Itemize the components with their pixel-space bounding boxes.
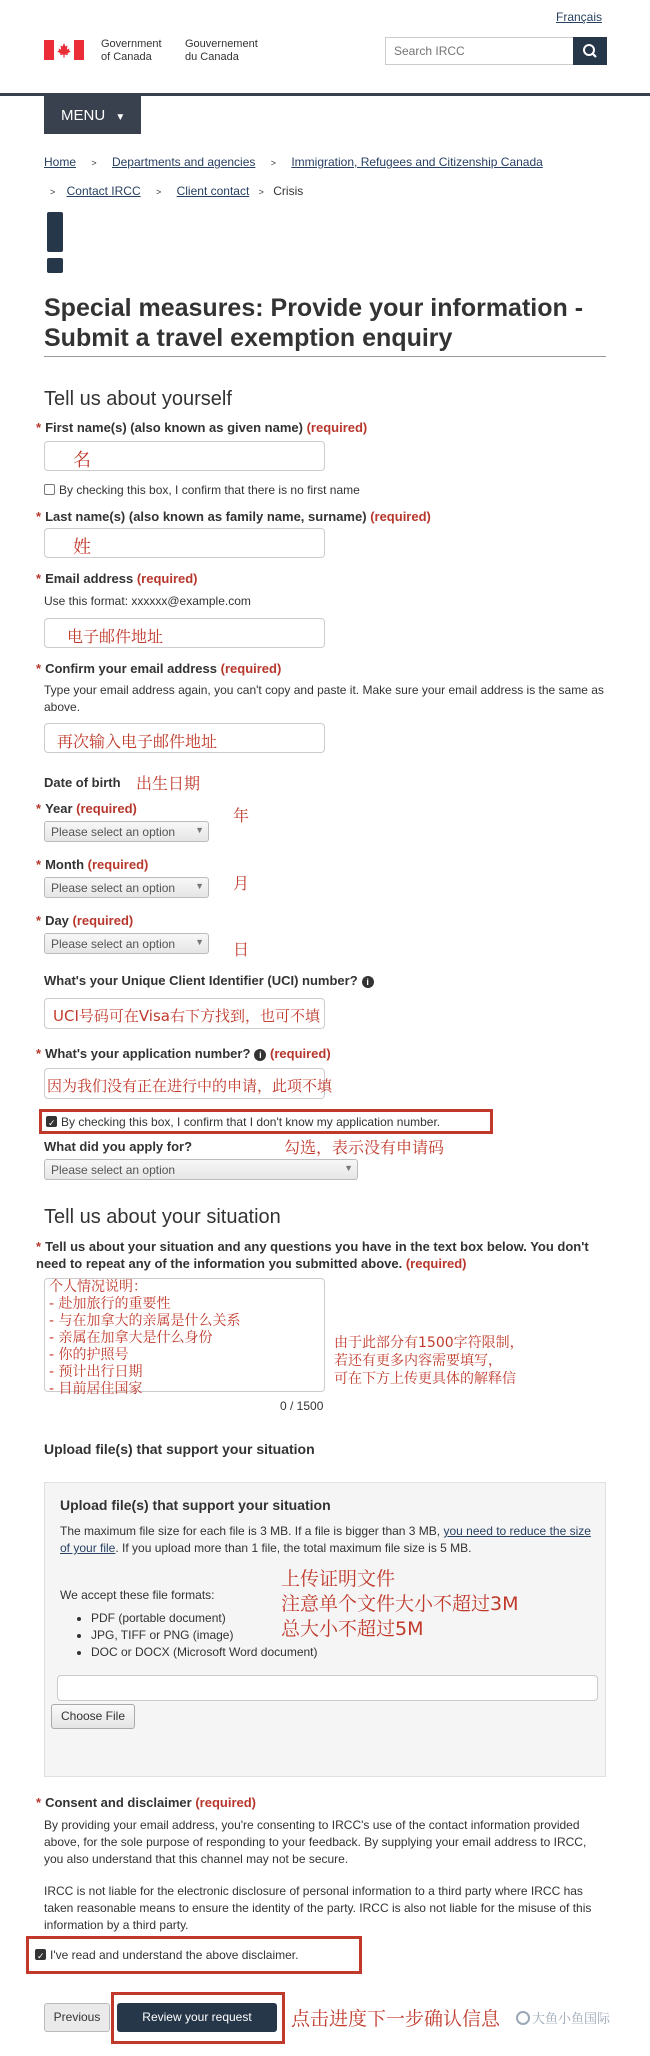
disclaimer-text: I've read and understand the above disclaimer. (50, 1948, 299, 1962)
char-counter: 0 / 1500 (280, 1399, 324, 1413)
chevron-down-icon: ▼ (195, 825, 204, 835)
first-name-label (36, 420, 367, 435)
chevron-right-icon: > (270, 158, 276, 168)
month-select-value: Please select an option (51, 881, 176, 895)
situation-line: - 预计出行日期 (49, 1364, 143, 1380)
dob-label: Date of birth (44, 775, 121, 790)
gov-en-line2: of Canada (101, 51, 152, 63)
wechat-icon (516, 2011, 530, 2025)
required-star: * (36, 913, 42, 928)
required-star: * (36, 801, 42, 816)
breadcrumb-home[interactable]: Home (44, 155, 77, 169)
required-star: * (36, 1795, 42, 1810)
gov-fr-line2: du Canada (185, 51, 239, 63)
upload-panel-title: Upload file(s) that support your situation (60, 1497, 331, 1513)
chevron-right-icon: > (258, 187, 264, 197)
year-label-text: Year (45, 801, 73, 816)
day-annotation: 日 (233, 940, 250, 959)
gov-name-en (101, 38, 162, 64)
consent-paragraph-1: By providing your email address, you're consenting to IRCC's use of the contact information provided above, for the sole purpose of responding to your feedback. By supplying your email address to IRCC, you also understand that this channel may not be secure. (44, 1818, 587, 1866)
page-title-line2: Submit a travel exemption enquiry (44, 324, 453, 352)
required-tag: (required) (72, 913, 134, 928)
breadcrumb (44, 155, 543, 169)
search-icon (573, 37, 607, 65)
breadcrumb-crisis: Crisis (273, 184, 304, 198)
menu-label: MENU (61, 107, 106, 124)
first-name-input[interactable] (44, 441, 325, 471)
required-tag: (required) (195, 1795, 257, 1810)
required-tag: (required) (76, 801, 137, 816)
required-tag: (required) (306, 420, 368, 435)
required-star: * (36, 571, 42, 586)
chevron-down-icon: ▼ (344, 1163, 353, 1173)
gov-fr-line1: Gouvernement (185, 38, 258, 50)
upload-annotation (281, 1567, 518, 1642)
situation-label (36, 1238, 606, 1272)
month-label-text: Month (45, 857, 85, 872)
apply-for-label: What did you apply for? (44, 1139, 193, 1154)
search-input[interactable] (385, 37, 573, 65)
situation-side-annotation (334, 1334, 524, 1388)
breadcrumb-contact-ircc[interactable]: Contact IRCC (66, 184, 141, 198)
breadcrumb-client-contact[interactable]: Client contact (176, 184, 250, 198)
year-select-value: Please select an option (51, 825, 176, 839)
required-star: * (36, 420, 42, 435)
email-label-text: Email address (45, 571, 134, 586)
no-app-number-row (39, 1109, 493, 1134)
required-tag: (required) (370, 509, 431, 524)
uci-label (44, 973, 374, 988)
review-request-button[interactable]: Review your request (117, 2003, 277, 2032)
breadcrumb-row2 (50, 184, 303, 198)
app-number-label (36, 1046, 331, 1061)
month-label (36, 857, 148, 872)
no-first-name-row (44, 482, 360, 499)
reduce-size-link[interactable]: you need to reduce the size of your file (60, 1524, 591, 1555)
email-input[interactable] (44, 618, 325, 648)
app-number-label-text: What's your application number? (45, 1046, 251, 1061)
required-star: * (36, 857, 42, 872)
watermark (516, 2008, 610, 2027)
required-tag: (required) (87, 857, 149, 872)
confirm-email-hint: Type your email address again, you can't copy and paste it. Make sure your email address is the same as above. (44, 683, 604, 714)
dob-annotation: 出生日期 (136, 774, 201, 793)
situation-line: 个人情况说明： (49, 1279, 147, 1295)
upload-desc-before: The maximum file size for each file is 3 MB. If a file is bigger than 3 MB, (60, 1524, 444, 1538)
last-name-label (36, 509, 431, 524)
search-button[interactable] (573, 37, 607, 65)
consent-label (36, 1795, 256, 1810)
confirm-email-label-text: Confirm your email address (45, 661, 218, 676)
year-select[interactable] (44, 821, 209, 842)
gov-name-fr (185, 38, 258, 64)
info-icon[interactable]: i (362, 976, 374, 988)
situation-textarea[interactable] (44, 1278, 325, 1397)
last-name-input[interactable] (44, 528, 325, 558)
review-annotation: 点击进度下一步确认信息 (291, 2008, 501, 2030)
apply-for-select[interactable] (44, 1159, 358, 1180)
side-annotation-line: 由于此部分有1500字符限制， (334, 1335, 524, 1351)
upload-section-label: Upload file(s) that support your situation (44, 1441, 315, 1457)
app-number-input[interactable] (44, 1068, 333, 1099)
consent-paragraph-2: IRCC is not liable for the electronic disclosure of personal information to a third party where IRCC has taken reasonable means to ensure the identity of the party. IRCC is also not liable for the misuse of this information by a third party. (44, 1884, 592, 1932)
first-name-label-text: First name(s) (also known as given name) (45, 420, 303, 435)
day-select[interactable] (44, 933, 209, 954)
no-app-number-annotation: 勾选，表示没有申请码 (284, 1138, 445, 1157)
situation-line: - 与在加拿大的亲属是什么关系 (49, 1313, 241, 1329)
apply-for-select-value: Please select an option (51, 1163, 176, 1177)
previous-button[interactable]: Previous (44, 2003, 110, 2032)
no-first-name-checkbox[interactable] (44, 484, 55, 495)
gov-en-line1: Government (101, 38, 162, 50)
upload-panel (44, 1482, 606, 1777)
disclaimer-checkbox[interactable] (35, 1949, 46, 1960)
day-select-value: Please select an option (51, 937, 176, 951)
email-hint: Use this format: xxxxxx@example.com (44, 594, 251, 608)
chevron-down-icon: ▼ (195, 881, 204, 891)
day-label-text: Day (45, 913, 69, 928)
confirm-email-annotation: 再次输入电子邮件地址 (57, 732, 218, 751)
language-toggle-link[interactable]: Français (556, 10, 603, 24)
month-annotation: 月 (233, 874, 250, 893)
situation-line: - 赴加旅行的重要性 (49, 1296, 171, 1312)
uci-label-text: What's your Unique Client Identifier (UCI) number? (44, 973, 358, 988)
upload-annotation-line: 总大小不超过5M (281, 1618, 424, 1640)
format-item: • DOC or DOCX (Microsoft Word document) (91, 1644, 318, 1661)
chevron-right-icon: > (155, 187, 162, 197)
situation-line: - 目前居住国家 (49, 1381, 143, 1397)
breadcrumb-ircc[interactable]: Immigration, Refugees and Citizenship Canada (291, 155, 543, 169)
side-annotation-line: 可在下方上传更具体的解释信 (334, 1371, 516, 1387)
breadcrumb-departments[interactable]: Departments and agencies (111, 155, 256, 169)
menu-button[interactable] (44, 96, 141, 134)
no-app-number-checkbox[interactable] (46, 1116, 57, 1127)
chevron-down-icon: ▼ (195, 937, 204, 947)
required-tag: (required) (136, 571, 198, 586)
situation-section-title: Tell us about your situation (44, 1206, 281, 1228)
month-select[interactable] (44, 877, 209, 898)
required-tag: (required) (220, 661, 282, 676)
page-title (44, 293, 583, 353)
required-star: * (36, 1239, 42, 1254)
chevron-right-icon: > (50, 187, 56, 197)
day-label (36, 913, 133, 928)
required-tag: (required) (270, 1046, 331, 1061)
email-label (36, 571, 198, 586)
uci-annotation: UCI号码可在Visa右下方找到，也可不填 (53, 1007, 320, 1025)
no-app-number-text: By checking this box, I confirm that I don't know my application number. (61, 1115, 441, 1129)
formats-label: We accept these file formats: (60, 1588, 215, 1602)
page-title-line1: Special measures: Provide your information - (44, 294, 584, 322)
uci-input[interactable] (44, 998, 325, 1029)
about-section-title: Tell us about yourself (44, 388, 232, 410)
format-item: • JPG, TIFF or PNG (image) (91, 1627, 318, 1644)
side-annotation-line: 若还有更多内容需要填写， (334, 1353, 502, 1369)
first-name-annotation: 名 (73, 450, 91, 471)
canada-flag-icon (44, 40, 84, 63)
confirm-email-label (36, 661, 281, 676)
upload-desc-after: . If you upload more than 1 file, the total maximum file size is 5 MB. (115, 1541, 472, 1555)
choose-file-button[interactable]: Choose File (51, 1704, 135, 1729)
year-annotation: 年 (233, 806, 250, 825)
exclamation-icon (44, 212, 66, 277)
consent-label-text: Consent and disclaimer (45, 1795, 192, 1810)
upload-description (60, 1523, 595, 1557)
chevron-down-icon: ▼ (115, 112, 126, 123)
format-item: • PDF (portable document) (91, 1610, 318, 1627)
watermark-text: 大鱼小鱼国际 (532, 2011, 611, 2026)
last-name-annotation: 姓 (73, 537, 91, 558)
situation-line: - 亲属在加拿大是什么身份 (49, 1330, 213, 1346)
no-first-name-text: By checking this box, I confirm that there is no first name (59, 483, 360, 497)
title-underline (44, 356, 606, 357)
required-tag: (required) (405, 1256, 467, 1271)
situation-line: - 你的护照号 (49, 1347, 129, 1363)
confirm-email-input[interactable] (44, 723, 325, 753)
situation-label-text: Tell us about your situation and any questions you have in the text box below. You don't need to repeat any of the information you submitted above. (36, 1239, 589, 1271)
chevron-right-icon: > (91, 158, 97, 168)
app-number-annotation: 因为我们没有正在进行中的申请，此项不填 (47, 1077, 333, 1095)
disclaimer-row (26, 1936, 362, 1974)
upload-annotation-line: 上传证明文件 (281, 1568, 396, 1590)
required-star: * (36, 509, 42, 524)
required-star: * (36, 1046, 42, 1061)
email-annotation: 电子邮件地址 (67, 627, 164, 646)
year-label (36, 801, 137, 816)
upload-annotation-line: 注意单个文件大小不超过3M (281, 1593, 519, 1615)
info-icon[interactable]: i (254, 1049, 266, 1061)
last-name-label-text: Last name(s) (also known as family name, surname) (45, 509, 367, 524)
situation-annotation (49, 1279, 320, 1398)
file-display-field[interactable] (57, 1675, 598, 1701)
required-star: * (36, 661, 42, 676)
